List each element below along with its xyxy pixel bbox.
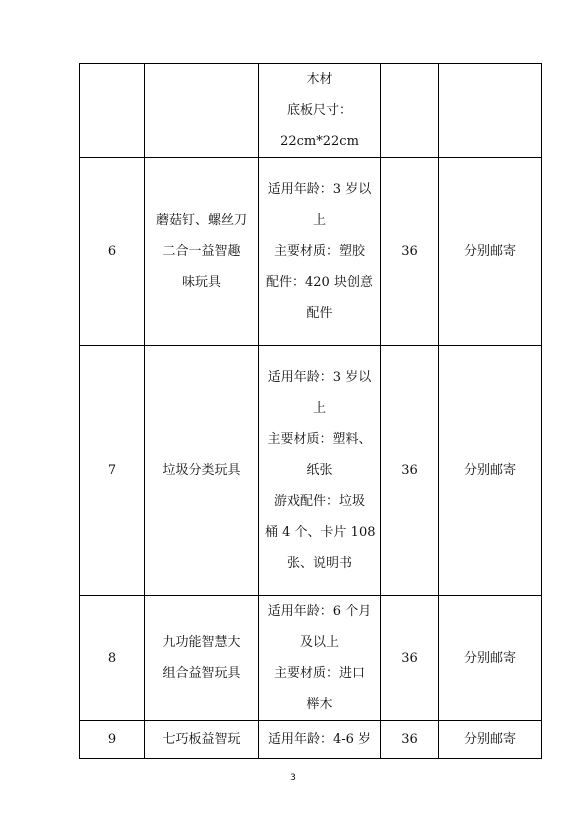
specification-line: 配件：420 块创意 (266, 275, 373, 290)
table-row (80, 158, 542, 346)
product-name-line: 九功能智慧大 (162, 635, 241, 650)
cell-specification (259, 596, 381, 721)
cell-note (439, 64, 542, 158)
cell-specification (259, 721, 381, 759)
cell-quantity: 36 (381, 596, 439, 721)
cell-number (80, 64, 145, 158)
cell-specification (259, 346, 381, 596)
specification-line: 上 (312, 401, 326, 416)
specification-line: 游戏配件：垃圾 (273, 494, 365, 509)
cell-quantity (381, 64, 439, 158)
specification-line: 张、说明书 (286, 556, 352, 571)
cell-note: 分别邮寄 (439, 721, 542, 759)
product-name-line: 味玩具 (181, 275, 221, 290)
cell-note: 分别邮寄 (439, 596, 542, 721)
specification-line: 主要材质：塑料、 (267, 432, 372, 447)
specification-line: 配件 (306, 306, 333, 321)
cell-quantity: 36 (381, 158, 439, 346)
cell-product-name (145, 596, 259, 721)
specification-line: 22cm*22cm (280, 134, 359, 149)
product-name-line: 七巧板益智玩 (162, 732, 241, 747)
table-row (80, 346, 542, 596)
product-name-line: 二合一益智趣 (162, 244, 241, 259)
product-name-line: 组合益智玩具 (162, 666, 241, 681)
cell-product-name (145, 721, 259, 759)
cell-number: 6 (80, 158, 145, 346)
specification-line: 榉木 (306, 697, 333, 712)
product-table-body (80, 64, 542, 759)
cell-quantity: 36 (381, 346, 439, 596)
cell-note: 分别邮寄 (439, 158, 542, 346)
table-row (80, 64, 542, 158)
cell-specification (259, 158, 381, 346)
specification-line: 上 (312, 213, 326, 228)
product-name-line: 蘑菇钉、螺丝刀 (155, 213, 247, 228)
cell-product-name (145, 158, 259, 346)
specification-line: 适用年龄：3 岁以 (267, 182, 372, 197)
specification-line: 适用年龄：4-6 岁 (267, 732, 372, 747)
cell-product-name (145, 64, 259, 158)
product-table (79, 63, 542, 759)
table-row (80, 721, 542, 759)
specification-line: 及以上 (299, 635, 339, 650)
specification-line: 桶 4 个、卡片 108 (265, 525, 376, 540)
specification-line: 主要材质：进口 (273, 666, 365, 681)
page-number: 3 (290, 773, 296, 783)
specification-line: 适用年龄：3 岁以 (267, 370, 372, 385)
product-name-line: 垃圾分类玩具 (162, 463, 241, 478)
table-row (80, 596, 542, 721)
cell-product-name (145, 346, 259, 596)
cell-number: 8 (80, 596, 145, 721)
cell-quantity: 36 (381, 721, 439, 759)
cell-number: 7 (80, 346, 145, 596)
specification-line: 纸张 (306, 463, 333, 478)
cell-note: 分别邮寄 (439, 346, 542, 596)
cell-number: 9 (80, 721, 145, 759)
specification-line: 主要材质：塑胶 (273, 244, 365, 259)
specification-line: 适用年龄：6 个月 (267, 604, 372, 619)
specification-line: 底板尺寸： (286, 103, 352, 118)
specification-line: 木材 (306, 72, 333, 87)
cell-specification (259, 64, 381, 158)
